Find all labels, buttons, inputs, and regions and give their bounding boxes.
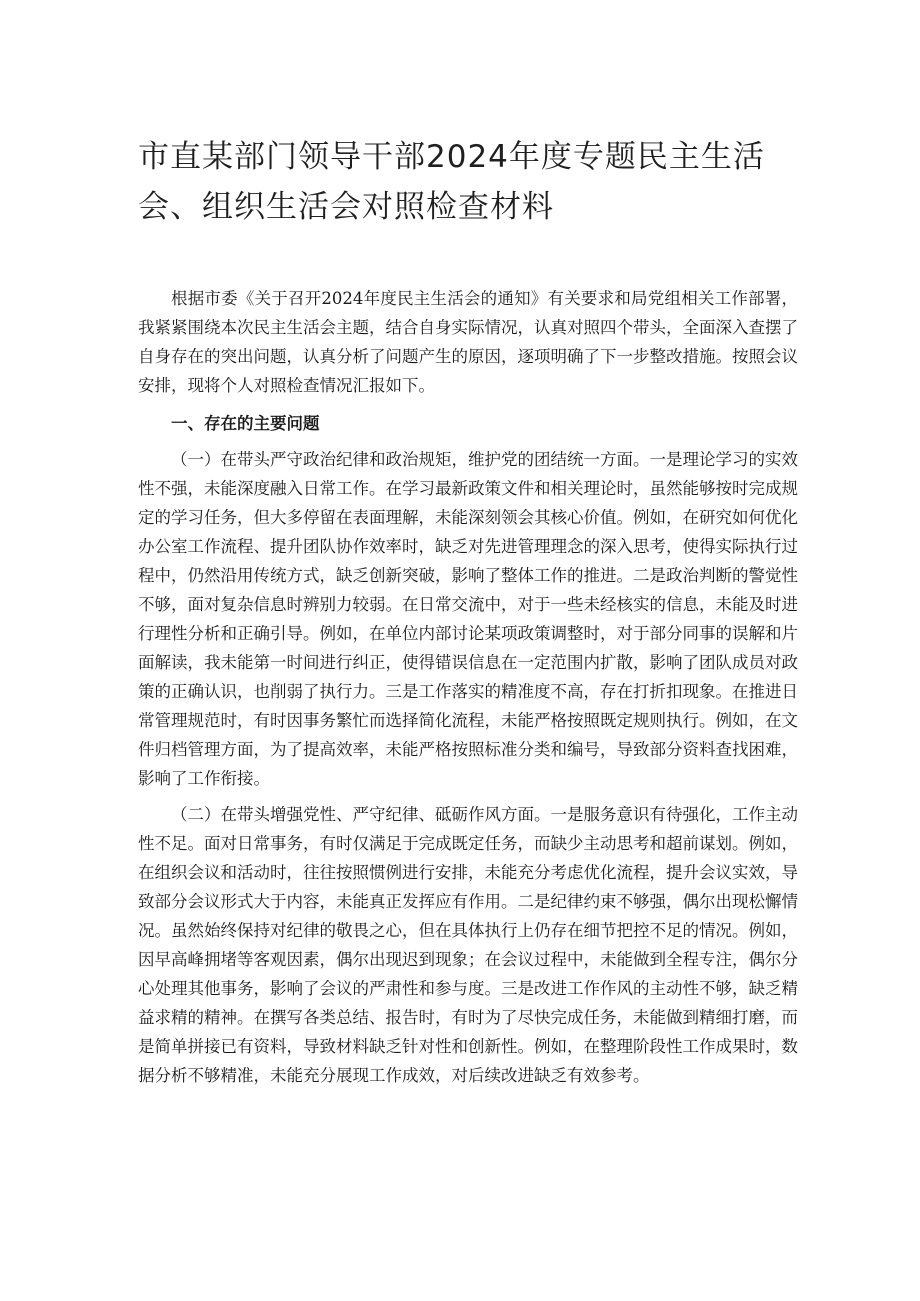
section-heading: 一、存在的主要问题 [171, 414, 320, 433]
intro-paragraph: 根据市委《关于召开2024年度民主生活会的通知》有关要求和局党组相关工作部署，我紧紧围绕本次民主生活会主题，结合自身实际情况，认真对照四个带头，全面深入查摆了自身存在的突出问题，认真分析了问题产生的原因，逐项明确了下一步整改措施。按照会议安排，现将个人对照检查情况汇报如下。 [138, 289, 798, 395]
body-paragraph-1: （一）在带头严守政治纪律和政治规矩，维护党的团结统一方面。一是理论学习的实效性不强，未能深度融入日常工作。在学习最新政策文件和相关理论时，虽然能够按时完成规定的学习任务，但大多停留在表面理解，未能深刻领会其核心价值。例如，在研究如何优化办公室工作流程、提升团队协作效率时，缺乏对先进管理理念的深入思考，使得实际执行过程中，仍然沿用传统方式，缺乏创新突破，影响了整体工作的推进。二是政治判断的警觉性不够，面对复杂信息时辨别力较弱。在日常交流中，对于一些未经核实的信息，未能及时进行理性分析和正确引导。例如，在单位内部讨论某项政策调整时，对于部分同事的误解和片面解读，我未能第一时间进行纠正，使得错误信息在一定范围内扩散，影响了团队成员对政策的正确认识，也削弱了执行力。三是工作落实的精准度不高，存在打折扣现象。在推进日常管理规范时，有时因事务繁忙而选择简化流程，未能严格按照既定规则执行。例如，在文件归档管理方面，为了提高效率，未能严格按照标准分类和编号，导致部分资料查找困难，影响了工作衔接。 [138, 450, 798, 788]
body-paragraph-2: （二）在带头增强党性、严守纪律、砥砺作风方面。一是服务意识有待强化，工作主动性不足。面对日常事务，有时仅满足于完成既定任务，而缺少主动思考和超前谋划。例如，在组织会议和活动时，往往按照惯例进行安排，未能充分考虑优化流程，提升会议实效，导致部分会议形式大于内容，未能真正发挥应有作用。二是纪律约束不够强，偶尔出现松懈情况。虽然始终保持对纪律的敬畏之心，但在具体执行上仍存在细节把控不足的情况。例如，因早高峰拥堵等客观因素，偶尔出现迟到现象；在会议过程中，未能做到全程专注，偶尔分心处理其他事务，影响了会议的严肃性和参与度。三是改进工作作风的主动性不够，缺乏精益求精的精神。在撰写各类总结、报告时，有时为了尽快完成任务，未能做到精细打磨，而是简单拼接已有资料，导致材料缺乏针对性和创新性。例如，在整理阶段性工作成果时，数据分析不够精准，未能充分展现工作成效，对后续改进缺乏有效参考。 [138, 805, 798, 1085]
document-body [138, 284, 798, 1097]
document-title: 市直某部门领导干部2024年度专题民主生活会、组织生活会对照检查材料 [138, 139, 765, 225]
